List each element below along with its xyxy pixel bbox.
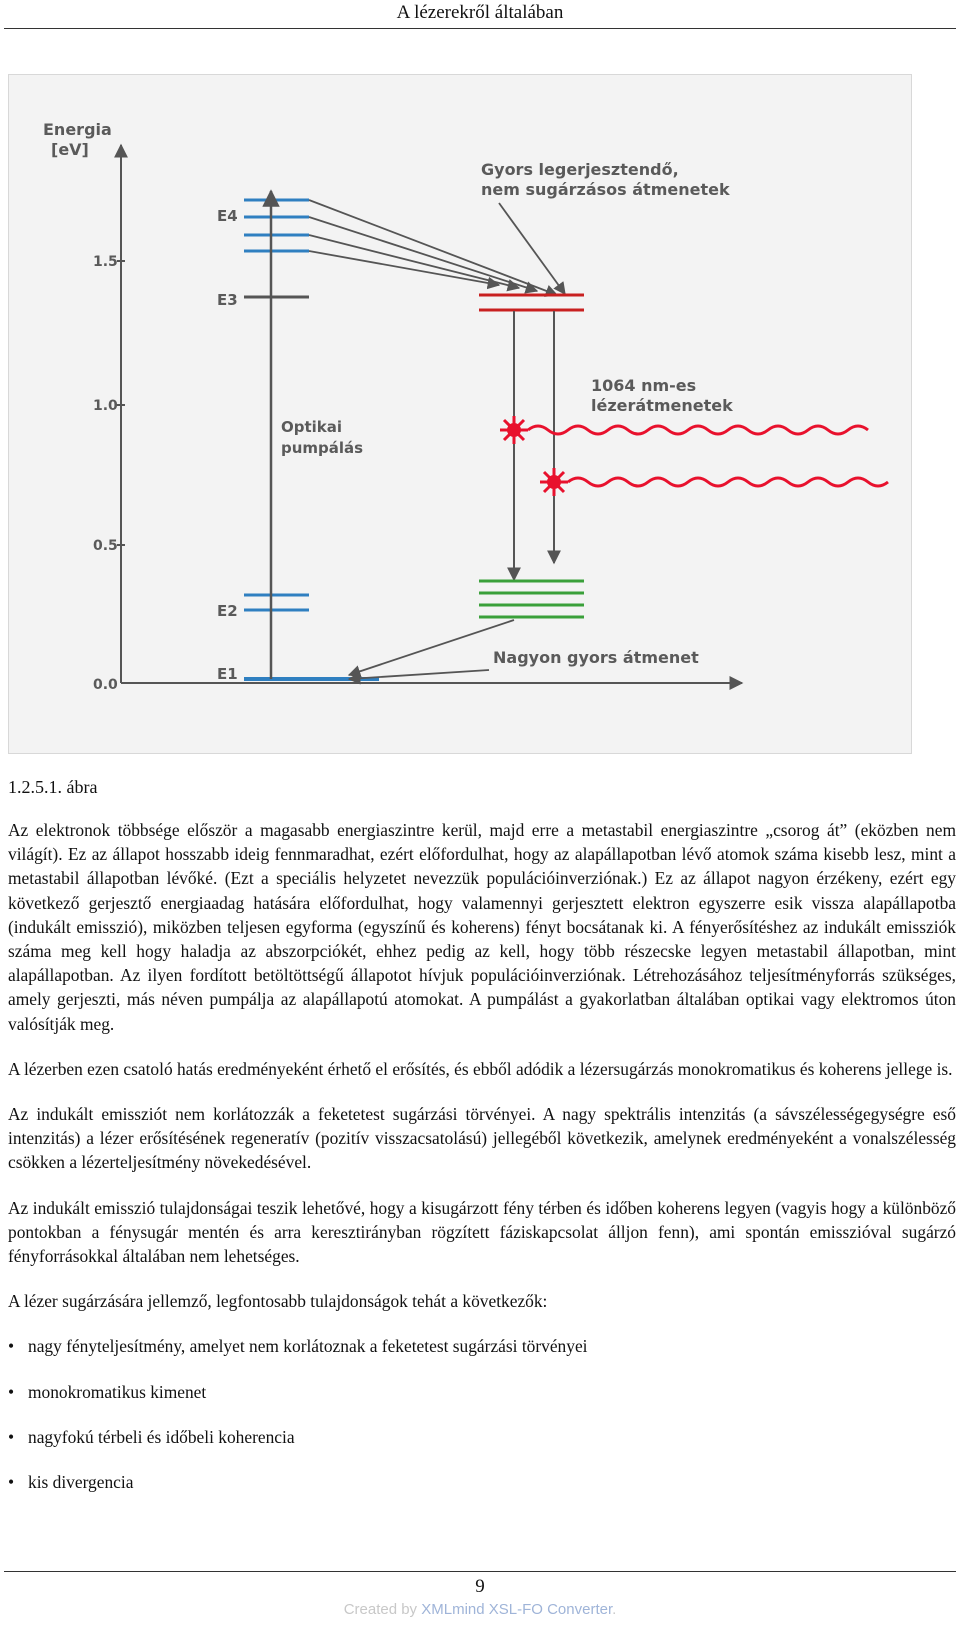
paragraph: A lézer sugárzására jellemző, legfontosabb tulajdonságok tehát a következők: — [8, 1291, 548, 1312]
nonrad-arrow — [309, 251, 499, 285]
body-text — [8, 818, 956, 1515]
level-label-e2: E2 — [217, 602, 238, 620]
axis-title-line2: [eV] — [51, 140, 89, 159]
fast-nonradiative-line2: nem sugárzásos átmenetek — [481, 180, 730, 199]
credit-suffix: . — [612, 1601, 617, 1618]
tick-label: 1.5 — [93, 254, 118, 270]
pump-levels — [244, 200, 309, 610]
footer-divider — [4, 1571, 956, 1572]
axis-title-line1: Energia — [43, 120, 112, 139]
list-item — [8, 1425, 956, 1449]
laser-transitions-line2: lézerátmenetek — [591, 396, 733, 415]
page-number: 9 — [475, 1576, 485, 1597]
photon-wave-1 — [528, 426, 868, 434]
nonrad-arrow — [309, 200, 557, 295]
bullet: • — [8, 1381, 15, 1402]
optical-pumping-line1: Optikai — [281, 418, 343, 436]
list-item-text: monokromatikus kimenet — [28, 1381, 207, 1402]
property-list — [8, 1334, 956, 1494]
energy-level-diagram — [9, 75, 911, 753]
tick-label: 1.0 — [93, 398, 118, 414]
paragraph: Az elektronok többsége először a magasabb energiaszintre kerül, majd erre a metastabil energiaszintre „csorog át” (eközben nem világít). Ez az állapot hosszabb ideig fennmaradhat, ezért előfordulhat, hogy az alapállapotban lévő atomok száma kisebb lesz, mint a metastabil állapotban lévőké. (Ezt a speciális helyzetet nevezzük populációinverziónak.) Ez az állapot nagyon érzékeny, ezért egy következő gerjesztő energiaadag hatására előfordulhat, hogy valamennyi gerjesztett elektron egyszerre esik vissza alapállapotba (indukált emisszió), miközben teljesen egyforma (egyszínű és koherens) fényt bocsátanak ki. A fényerősítéshez az indukált emissziók száma meg kell hogy haladja az abszorpciókét, ehhez pedig az kell, hogy több részecske legyen metastabil állapotban, mint alapállapotban. Az ilyen fordított betöltöttségű állapotot hívjuk populációinverziónak. Létrehozásához teljesítményforrás szükséges, amely gerjeszti, más néven pumpálja az alapállapotú atomokat. A pumpálást a gyakorlatban általában optikai vagy elektromos úton valósítják meg. — [8, 820, 956, 1034]
list-item-text: nagyfokú térbeli és időbeli koherencia — [28, 1426, 295, 1447]
credit-prefix: Created by — [343, 1601, 422, 1618]
fast-decay-arrow — [349, 620, 514, 675]
paragraph: Az indukált emissziót nem korlátozzák a feketetest sugárzási törvényei. A nagy spektrális intenzitás (a sávszélességegységre eső intenzitás) a lézer erősítésének regeneratív (pozitív visszacsatolású) jellegéből következik, amelynek eredményeként a vonalszélesség csökken a lézerteljesítmény növekedésével. — [8, 1104, 956, 1173]
energy-level-figure — [8, 74, 912, 754]
emission-burst-2 — [540, 468, 568, 496]
lower-laser-levels — [479, 581, 584, 617]
tick-label: 0.5 — [93, 538, 118, 554]
laser-transitions-line1: 1064 nm-es — [591, 376, 697, 395]
nonrad-arrow — [309, 217, 537, 291]
tick-label: 0.0 — [93, 677, 118, 693]
very-fast-transition-label: Nagyon gyors átmenet — [493, 648, 699, 667]
figure-caption: 1.2.5.1. ábra — [8, 777, 98, 797]
list-item — [8, 1334, 956, 1358]
list-item-text: nagy fényteljesítmény, amelyet nem korlátoznak a feketetest sugárzási törvényei — [28, 1336, 588, 1357]
optical-pumping-line2: pumpálás — [281, 439, 364, 457]
level-label-e1: E1 — [217, 665, 238, 683]
nonrad-arrow — [309, 235, 519, 288]
credit-brand: XMLmind XSL-FO Converter — [421, 1601, 613, 1618]
converter-credit — [0, 1601, 960, 1618]
emission-burst-1 — [500, 416, 528, 444]
fast-decay-arrow — [349, 670, 489, 679]
level-label-e4: E4 — [217, 207, 238, 225]
bullet: • — [8, 1426, 15, 1447]
list-item — [8, 1380, 956, 1404]
non-radiative-arrows — [309, 200, 565, 295]
list-item-text: kis divergencia — [28, 1472, 134, 1493]
paragraph: A lézerben ezen csatoló hatás eredményeként érhető el erősítés, és ebből adódik a lézersugárzás monokromatikus és koherens jellege is. — [8, 1058, 953, 1079]
header-title: A lézerekről általában — [396, 2, 564, 23]
emission-rays — [500, 416, 528, 444]
metastable-levels — [479, 295, 584, 310]
paragraph: Az indukált emisszió tulajdonságai teszik lehetővé, hogy a kisugárzott fény térben és időben koherens legyen (vagyis hogy a különböző pontokban a fénysugár mentén és arra keresztirányban rögzített fáziskapcsolat álljon fenn), ami spontán emisszióval sugárzó fényforrásokkal általában nem lehetséges. — [8, 1197, 956, 1267]
emission-rays — [540, 468, 568, 496]
list-item — [8, 1470, 956, 1494]
nonrad-arrow — [499, 203, 565, 294]
level-label-e3: E3 — [217, 291, 238, 309]
photon-wave-2 — [568, 478, 888, 486]
header-divider — [4, 28, 956, 29]
fast-nonradiative-line1: Gyors legerjesztendő, — [481, 160, 679, 179]
bullet: • — [8, 1336, 15, 1357]
bullet: • — [8, 1472, 15, 1493]
